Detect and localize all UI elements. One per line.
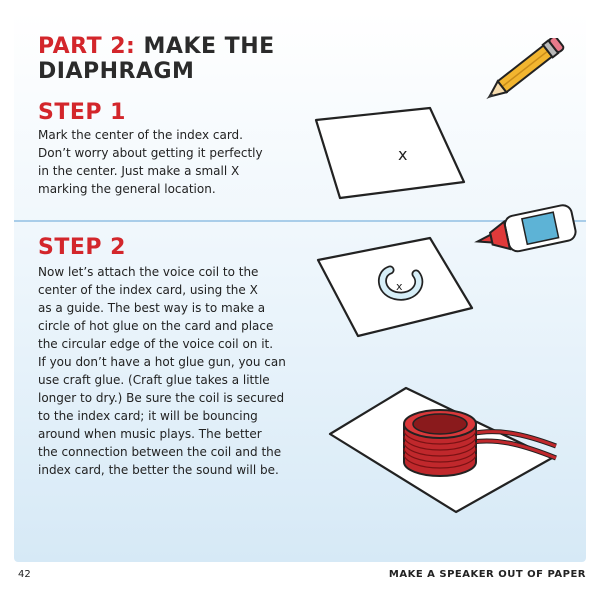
running-footer-title: MAKE A SPEAKER OUT OF PAPER: [388, 569, 586, 580]
step2-line: to the index card; it will be bouncing: [38, 409, 258, 423]
step2-line: as a guide. The best way is to make a: [38, 301, 266, 315]
step1-line: Mark the center of the index card.: [38, 128, 243, 142]
step1-heading: STEP 1: [38, 100, 126, 125]
step1-line: Don’t worry about getting it perfectly: [38, 146, 263, 160]
step1-line: in the center. Just make a small X: [38, 164, 240, 178]
step2-line: circle of hot glue on the card and place: [38, 319, 274, 333]
index-card-illustration: [310, 102, 470, 202]
step1-line: marking the general location.: [38, 182, 216, 196]
step2-text: [38, 263, 330, 479]
step2-line: index card, the better the sound will be.: [38, 463, 279, 477]
step2-line: Now let’s attach the voice coil to the: [38, 265, 259, 279]
step2-line: the connection between the coil and the: [38, 445, 282, 459]
part-title: [38, 34, 338, 84]
card2-x-mark: x: [396, 280, 403, 293]
step1-text: [38, 126, 330, 198]
step2-heading: STEP 2: [38, 235, 126, 260]
step2-line: longer to dry.) Be sure the coil is secured: [38, 391, 285, 405]
glue-bottle-icon: [468, 203, 588, 273]
index-card-illustration: [312, 232, 482, 342]
card1-x-mark: x: [398, 145, 408, 164]
voice-coil-illustration: [320, 376, 560, 516]
step2-line: center of the index card, using the X: [38, 283, 258, 297]
step2-line: use craft glue. (Craft glue takes a little: [38, 373, 270, 387]
page-number: 42: [18, 569, 31, 580]
step2-line: If you don’t have a hot glue gun, you can: [38, 355, 286, 369]
part-label: PART 2:: [38, 34, 136, 59]
pencil-icon: [470, 38, 570, 110]
part-title-line2: DIAPHRAGM: [38, 59, 195, 84]
step2-line: the circular edge of the voice coil on it.: [38, 337, 274, 351]
step2-line: around when music plays. The better: [38, 427, 262, 441]
part-title-line1: MAKE THE: [143, 34, 275, 59]
